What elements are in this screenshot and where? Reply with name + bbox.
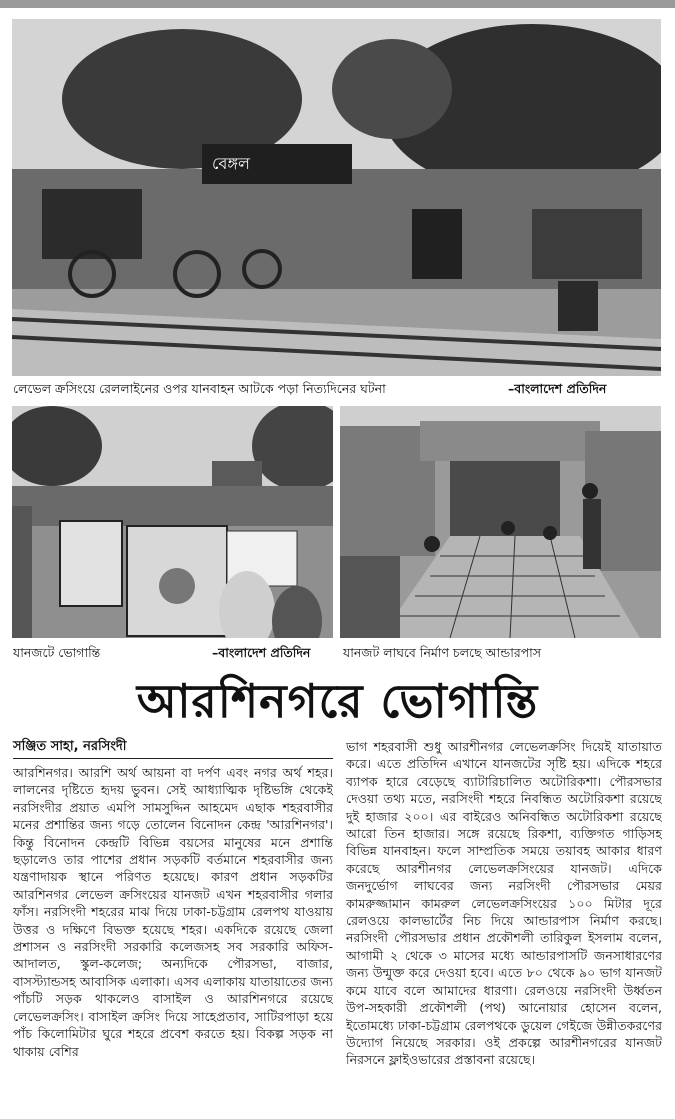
photo-caption-bottom-left: যানজটে ভোগান্তি [13, 645, 101, 660]
article-column-2: ভাগ শহরবাসী শুধু আরশীনগর লেভেলক্রসিং দিয়েই যাতায়াত করে। এতে প্রতিদিন এখানে যানজটের সৃষ্টি হয়। এদিকে শহরে ব্যাপক হারে বেড়েছে ব্যাটারিচালিত অটোরিকশা। পৌরসভার দেওয়া তথ্য মতে, নরসিংদী শহরে নিবন্ধিত অটোরিকশা রয়েছে দুই হাজার ২০০। এর বাইরেও অনিবন্ধিত অটোরিকশা রয়েছে আরো তিন হাজার। সঙ্গে রয়েছে রিকশা, ব্যক্তিগত গাড়িসহ বিভিন্ন যানবাহন। ফলে সাম্প্রতিক সময়ে তয়াবহ আকার ধারণ করেছে আরশীনগর লেভেলক্রসিংয়ের যানজট। এদিকে জনদুর্ভোগ লাঘবের জন্য নরসিংদী পৌরসভার মেয়র কামরুজ্জামান কামরুল লেভেলক্রসিংয়ের ১০০ মিটার দূরে রেলওয়ে কালভার্টের নিচ দিয়ে আন্ডারপাস নির্মাণ করছে। নরসিংদী পৌরসভার প্রধান প্রকৌশলী তারিকুল ইসলাম বলেন, আগামী ২ থেকে ৩ মাসের মধ্যে আন্ডারপাসটি জনসাধারণের জন্য উন্মুক্ত করে দেওয়া হবে। এতে ৮০ থেকে ৯০ ভাগ যানজট কমে যাবে বলে আমাদের ধারণা। রেলওয়ে নরসিংদী উর্ধ্বতন উপ-সহকারী প্রকৌশলী (পথ) আনোয়ার হোসেন বলেন, ইতোমধ্যে ঢাকা-চট্টগ্রাম রেলপথকে ডুয়েল গেইজে উন্নীতকরণের উদ্যোগ নিয়েছে সরকার। ওই প্রকল্পে আরশীনগরের যানজট নিরসনে ফ্লাইওভারের প্রস্তাবনা রয়েছে। [346, 739, 662, 1068]
article-byline: সঞ্জিত সাহা, নরসিংদী [13, 739, 127, 754]
article-column-1: আরশিনগর। আরশি অর্থ আয়না বা দর্পণ এবং নগর অর্থ শহর। লালনের দৃষ্টিতে হৃদয় ভুবন। সেই আধ্যাত্মিক দৃষ্টিভঙ্গি থেকেই নরসিংদীর প্রয়াত এমপি সামসুদ্দিন আহমেদ এছাক শহরবাসীর মনের প্রশান্তির জন্য গড়ে তোলেন বিনোদন কেন্দ্র 'আরশিনগর'। কিন্তু বিনোদন কেন্দ্রটি বিভিন্ন বয়সের মানুষের মনে প্রশান্তি ছড়ালেও তার পাশের প্রধান সড়কটি বর্তমানে শহরবাসীর জন্য যন্ত্রণাদায়ক স্থানে পরিণত হয়েছে। কারণ প্রধান সড়কটির আরশিনগর লেভেল ক্রসিংয়ের যানজট এখন শহরবাসীর গলার ফাঁস। নরসিংদী শহরের মাঝ দিয়ে ঢাকা-চট্টগ্রাম রেলপথ যাওয়ায় উত্তর ও দক্ষিণে বিভক্ত হয়েছে শহর। একদিকে রয়েছে জেলা প্রশাসন ও নরসিংদী সরকারি কলেজসহ সব সরকারি অফিস-আদালত, স্কুল-কলেজ; অন্যদিকে পৌরসভা, বাজার, বাসস্ট্যান্ডসহ আবাসিক এলাকা। এসব এলাকায় যাতায়াতের জন্য পাঁচটি সড়ক থাকলেও বাসাইল ও আরশিনগরে রয়েছে লেভেলক্রসিং। বাসাইল ক্রসিং দিয়ে সাহেপ্রতাব, সাটিরপাড়া হয়ে পাঁচ কিলোমিটার ঘুরে শহরে প্রবেশ করতে হয়। বিকল্প সড়ক না থাকায় বেশির [13, 765, 333, 1059]
photo-caption-top: লেভেল ক্রসিংয়ে রেললাইনের ওপর যানবাহন আটকে পড়া নিত্যদিনের ঘটনা [13, 381, 386, 396]
byline-rule [13, 758, 333, 759]
photo-credit-bottom-left: –বাংলাদেশ প্রতিদিন [212, 645, 311, 660]
article-headline: আরশিনগরে ভোগান্তি [136, 674, 539, 728]
photo-caption-bottom-right: যানজট লাঘবে নির্মাণ চলছে আন্ডারপাস [343, 645, 542, 660]
photo-level-crossing [12, 19, 661, 376]
photo-sign-text: বেঙ্গল [212, 154, 250, 173]
page-top-bar [0, 0, 675, 8]
photo-credit-top: –বাংলাদেশ প্রতিদিন [508, 381, 607, 396]
photo-traffic-jam [12, 406, 333, 638]
photo-underpass-construction [340, 406, 661, 638]
